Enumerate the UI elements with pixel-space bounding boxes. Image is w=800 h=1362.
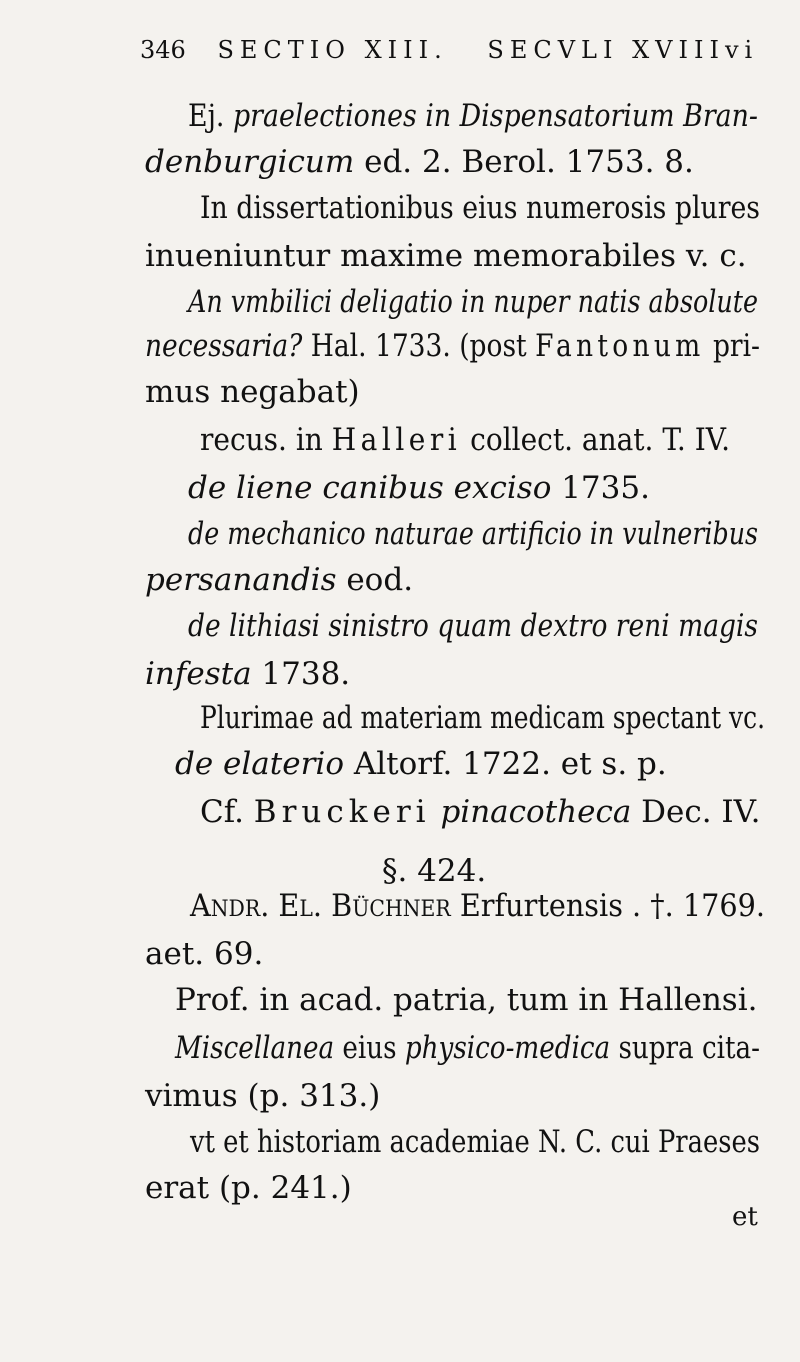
text-segment: Ej. — [188, 98, 233, 134]
text-line — [188, 100, 758, 133]
text-segment: Prof. in acad. patria, tum in Hallensi. — [175, 982, 758, 1018]
text-segment: inueniuntur maxime memorabiles v. c. — [145, 238, 747, 274]
text-segment: 1738. — [251, 656, 351, 692]
text-segment: vt et historiam academiae N. C. cui Praeses — [190, 1124, 760, 1160]
text-segment: praelectiones in Dispensatorium Bran- — [232, 98, 758, 134]
text-line — [188, 518, 758, 551]
text-segment: Erfurtensis . †. 1769. — [450, 888, 765, 924]
text-line — [145, 658, 350, 691]
text-segment: Dec. IV. — [631, 794, 761, 830]
text-segment: Andr. El. Büchner — [190, 888, 451, 924]
text-segment: Hal. 1733. (post — [302, 328, 536, 364]
text-segment: de lithiasi sinistro quam dextro reni magis — [188, 608, 758, 644]
text-segment: physico-medica — [404, 1030, 611, 1066]
text-line — [145, 330, 760, 363]
text-line — [200, 796, 761, 829]
running-header — [140, 36, 780, 64]
text-segment: Cf. — [200, 794, 254, 830]
text-line — [145, 564, 413, 597]
text-segment: ed. 2. Berol. 1753. 8. — [354, 144, 694, 180]
text-line — [382, 855, 486, 888]
text-segment: supra cita- — [610, 1030, 760, 1066]
text-segment: Miscellanea — [175, 1030, 335, 1066]
text-segment: collect. anat. T. IV. — [461, 422, 730, 458]
text-segment: infesta — [145, 656, 252, 692]
text-segment: §. 424. — [382, 853, 487, 889]
text-segment: Bruckeri — [253, 794, 431, 830]
text-segment: Fantonum — [535, 328, 705, 364]
text-line — [145, 376, 360, 409]
text-segment: 1735. — [551, 470, 650, 506]
text-line — [200, 702, 765, 735]
text-line — [200, 424, 730, 457]
text-segment: denburgicum — [145, 144, 355, 180]
text-segment: Halleri — [331, 422, 462, 458]
text-segment — [431, 794, 441, 830]
text-line — [175, 748, 667, 781]
text-line — [188, 610, 758, 643]
text-segment: de liene canibus exciso — [188, 470, 552, 506]
text-line — [175, 1032, 760, 1065]
text-line — [200, 192, 760, 225]
text-segment: eius — [334, 1030, 405, 1066]
text-segment: de mechanico naturae artificio in vulneribus — [188, 516, 758, 552]
text-segment: de elaterio — [175, 746, 344, 782]
century-title: SECVLI XVIIIvi — [487, 36, 759, 64]
text-segment: necessaria? — [145, 328, 303, 364]
catchword: et — [732, 1202, 758, 1232]
text-line — [190, 1126, 760, 1159]
text-line — [175, 984, 757, 1017]
text-segment: Altorf. 1722. et s. p. — [344, 746, 667, 782]
text-segment: recus. in — [200, 422, 332, 458]
text-segment: In dissertationibus eius numerosis plures — [200, 190, 760, 226]
text-segment: An vmbilici deligatio in nuper natis absolute — [188, 284, 758, 320]
text-line — [188, 286, 758, 319]
text-line — [145, 146, 694, 179]
text-segment: pinacotheca — [440, 794, 632, 830]
text-segment: persanandis — [145, 562, 337, 598]
text-line — [145, 240, 747, 273]
text-segment: eod. — [336, 562, 414, 598]
text-line — [145, 1172, 352, 1205]
text-line — [145, 938, 263, 971]
text-segment: aet. 69. — [145, 936, 264, 972]
text-segment: pri- — [704, 328, 760, 364]
text-line — [145, 1080, 380, 1113]
page-number: 346 — [140, 36, 186, 64]
text-segment: Plurimae ad materiam medicam spectant vc. — [200, 700, 765, 736]
text-line — [188, 472, 650, 505]
text-line — [190, 890, 765, 923]
text-segment: erat (p. 241.) — [145, 1170, 352, 1206]
section-title: SECTIO XIII. — [217, 36, 448, 64]
text-segment: vimus (p. 313.) — [145, 1078, 381, 1114]
text-segment: mus negabat) — [145, 374, 360, 410]
